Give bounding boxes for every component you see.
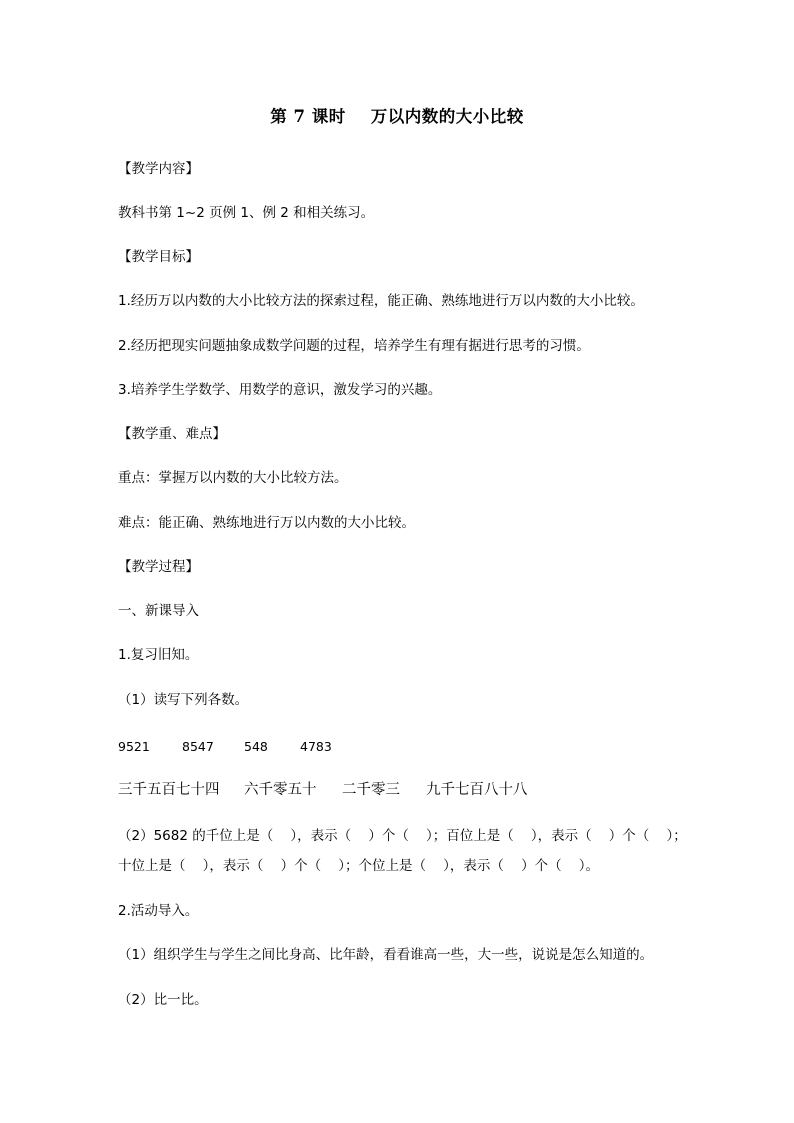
number-item: 9521: [118, 739, 150, 754]
goal-item-3: 3.培养学生学数学、用数学的意识，激发学习的兴趣。: [118, 382, 442, 398]
chinese-number-item: 九千七百八十八: [426, 782, 528, 798]
number-item: 4783: [300, 739, 332, 754]
key-point: 重点：掌握万以内数的大小比较方法。: [118, 470, 348, 486]
goal-item-1: 1.经历万以内数的大小比较方法的探索过程，能正确、熟练地进行万以内数的大小比较。: [118, 293, 644, 309]
chinese-number-item: 六千零五十: [244, 782, 317, 798]
activity-item-2: （2）比一比。: [118, 992, 208, 1008]
subsection-intro: 一、新课导入: [118, 603, 199, 619]
lesson-title: 第 7 课时 万以内数的大小比较: [270, 107, 524, 126]
number-item: 548: [244, 739, 268, 754]
difficult-point: 难点：能正确、熟练地进行万以内数的大小比较。: [118, 515, 415, 531]
section-heading-goals: 【教学目标】: [118, 249, 199, 265]
paragraph-textbook-pages: 教科书第 1~2 页例 1、例 2 和相关练习。: [118, 205, 375, 221]
section-heading-content: 【教学内容】: [118, 161, 199, 177]
step-review: 1.复习旧知。: [118, 647, 199, 663]
place-value-question-line-1: （2）5682 的千位上是（ ），表示（ ）个（ ）；百位上是（ ），表示（ ）个（ ）；: [118, 828, 687, 844]
section-heading-process: 【教学过程】: [118, 559, 199, 575]
chinese-number-item: 三千五百七十四: [118, 782, 220, 798]
place-value-question-line-2: 十位上是（ ），表示（ ）个（ ）；个位上是（ ），表示（ ）个（ ）。: [118, 858, 599, 874]
number-item: 8547: [182, 739, 214, 754]
step-review-read-write: （1）读写下列各数。: [118, 692, 249, 708]
section-heading-key-points: 【教学重、难点】: [118, 426, 226, 442]
step-activity: 2.活动导入。: [118, 903, 199, 919]
goal-item-2: 2.经历把现实问题抽象成数学问题的过程，培养学生有理有据进行思考的习惯。: [118, 338, 590, 354]
activity-item-1: （1）组织学生与学生之间比身高、比年龄，看看谁高一些，大一些，说说是怎么知道的。: [118, 947, 654, 963]
chinese-number-item: 二千零三: [342, 782, 400, 798]
